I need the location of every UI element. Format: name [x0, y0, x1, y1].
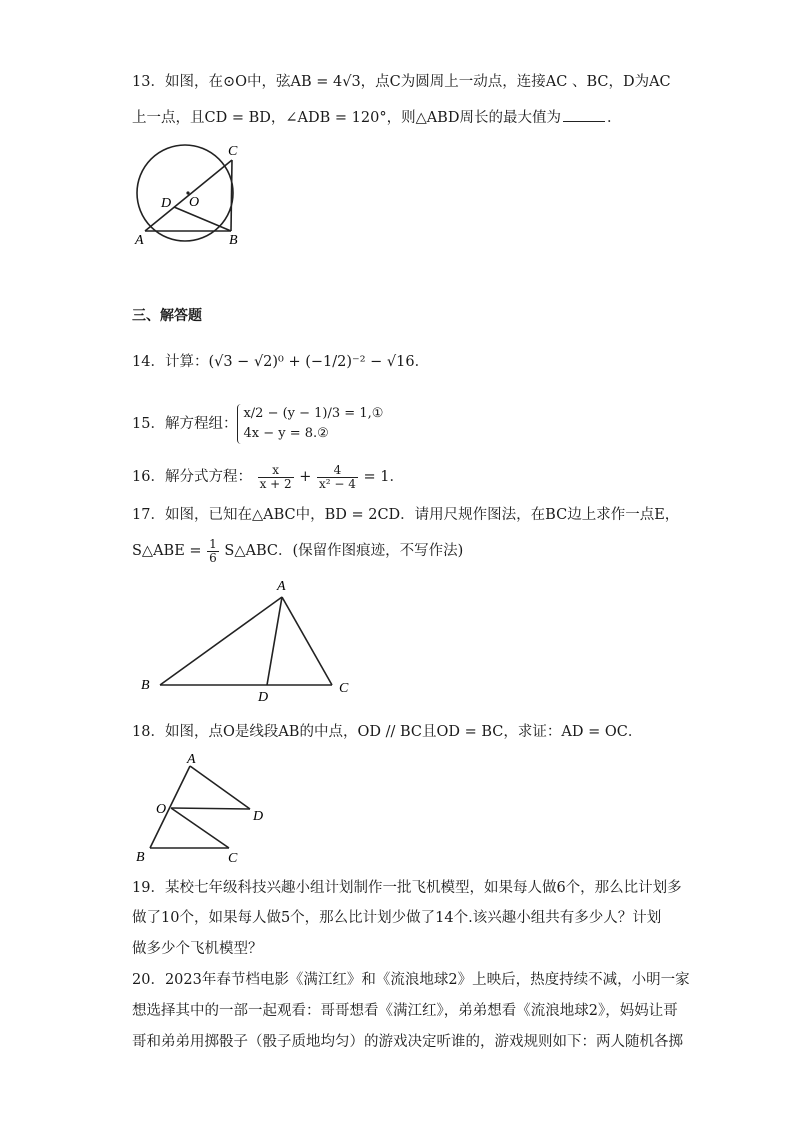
fraction-1-num: x: [258, 464, 294, 478]
fraction-1: [258, 464, 294, 491]
label-d: D: [161, 196, 172, 211]
one-sixth-fraction: [207, 538, 219, 565]
label-b: B: [229, 233, 238, 248]
fraction-den: 6: [209, 550, 217, 565]
side-ac: [282, 597, 332, 685]
q15-prefix: 15．解方程组：: [132, 416, 238, 432]
segment-bd: [174, 207, 231, 231]
q19-line3: 做多少个飞机模型？: [132, 941, 263, 957]
q20-line3: 哥和弟弟用掷骰子（骰子质地均匀）的游戏决定听谁的，游戏规则如下：两人随机各掷: [132, 1034, 683, 1050]
q13-line2-end: ．: [606, 110, 622, 126]
q14-line: 14．计算：(√3 − √2)⁰ + (−1/2)⁻² − √16．: [132, 354, 430, 370]
segment-ad: [190, 766, 250, 809]
label-c: C: [228, 851, 238, 866]
q20-line1: 20．2023年春节档电影《满江红》和《流浪地球2》上映后，热度持续不减，小明一家: [132, 972, 690, 988]
segment-oc: [171, 808, 229, 848]
label-a: A: [135, 233, 144, 248]
q19-line1: 19．某校七年级科技兴趣小组计划制作一批飞机模型，如果每人做6个，那么比计划多: [132, 880, 682, 896]
label-o: O: [156, 802, 167, 817]
q18-line: 18．如图，点O是线段AB的中点，OD // BC且OD = BC，求证：AD = OC．: [132, 724, 643, 740]
q17-area-rhs: S△ABC．(保留作图痕迹，不写作法): [224, 543, 464, 559]
equation-system: [237, 404, 383, 444]
q16-rhs: = 1．: [363, 469, 405, 485]
q15-line: [132, 404, 383, 444]
label-a: A: [187, 752, 196, 767]
label-b: B: [141, 678, 150, 693]
q16-prefix: 16．解分式方程：: [132, 469, 252, 485]
label-b: B: [136, 850, 145, 865]
q17-area-lhs: S△ABE =: [132, 543, 202, 559]
q13-line1: 13．如图，在⊙O中，弦AB = 4√3，点C为圆周上一动点，连接AC 、BC，D为AC: [132, 74, 671, 90]
q13-line2-text: 上一点，且CD = BD，∠ADB = 120°，则△ABD周长的最大值为: [132, 110, 561, 126]
q17-line2: [132, 536, 463, 566]
q17-line1: 17．如图，已知在△ABC中，BD = 2CD．请用尺规作图法，在BC边上求作一点E，: [132, 507, 680, 523]
q17-triangle-figure: [136, 572, 366, 702]
label-c: C: [228, 144, 238, 159]
fraction-2-den: x² − 4: [319, 476, 356, 491]
fraction-num: 1: [209, 536, 217, 551]
q13-line2: [132, 107, 621, 128]
q20-line2: 想选择其中的一部一起观看：哥哥想看《满江红》，弟弟想看《流浪地球2》，妈妈让哥: [132, 1003, 678, 1019]
section-title: 三、解答题: [132, 308, 202, 324]
chord-bc: [231, 160, 232, 231]
fraction-2-num: 4: [317, 464, 358, 478]
equation-2: 4x − y = 8.②: [243, 426, 329, 441]
label-o: O: [189, 195, 200, 210]
plus-sign: +: [299, 469, 312, 485]
answer-blank: [563, 107, 605, 122]
label-c: C: [339, 681, 349, 696]
q18-figure: [132, 752, 272, 867]
q16-line: [132, 462, 404, 492]
q13-circle-figure: [128, 140, 258, 252]
label-a: A: [277, 579, 286, 594]
segment-ad: [267, 597, 282, 685]
label-d: D: [258, 690, 269, 702]
segment-od: [171, 808, 250, 809]
q19-line2: 做了10个，如果每人做5个，那么比计划少做了14个.该兴趣小组共有多少人？计划: [132, 910, 662, 926]
fraction-1-den: x + 2: [259, 476, 292, 491]
label-d: D: [253, 809, 264, 824]
fraction-2: [317, 464, 358, 491]
equation-1: x/2 − (y − 1)/3 = 1,①: [243, 406, 384, 421]
side-ab: [160, 597, 282, 685]
